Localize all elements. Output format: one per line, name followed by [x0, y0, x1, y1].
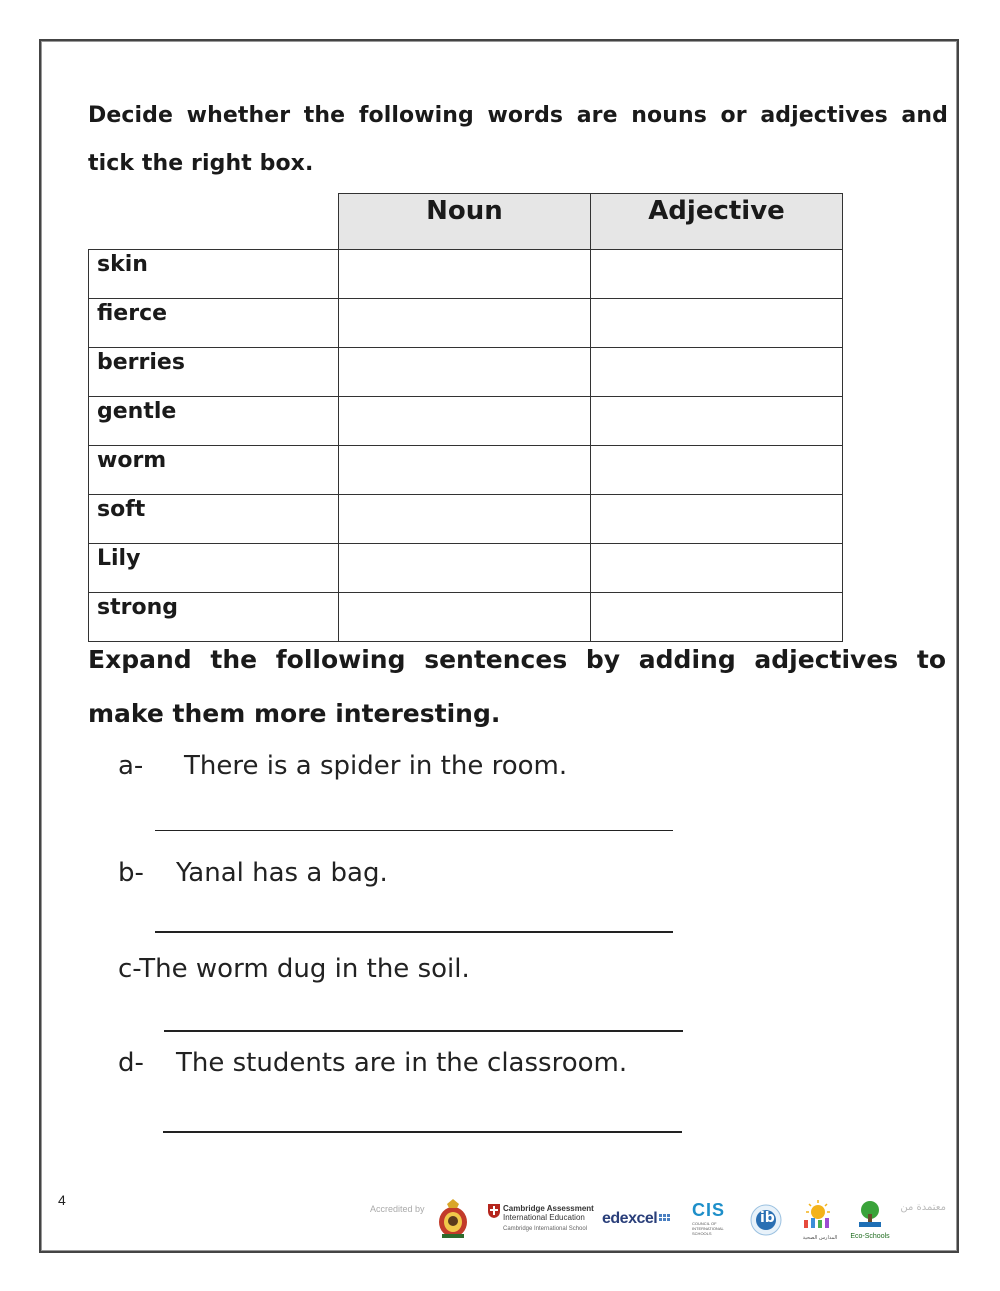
cis-subtitle: COUNCIL OF INTERNATIONAL SCHOOLS: [692, 1221, 724, 1236]
table-row: [89, 348, 843, 397]
cambridge-line1: Cambridge Assessment: [503, 1204, 594, 1213]
header-adjective: Adjective: [591, 194, 843, 250]
jordan-crest-icon: [436, 1198, 470, 1245]
instruction-line-2: make them more interesting.: [88, 699, 501, 728]
sentence-text: The students are in the classroom.: [176, 1048, 628, 1078]
table-corner-cell: [89, 194, 339, 250]
cambridge-shield-icon: [488, 1204, 500, 1218]
noun-adjective-table: [88, 193, 843, 642]
table-row: [89, 544, 843, 593]
sentence-b: [118, 858, 388, 888]
tree-icon: [855, 1200, 885, 1228]
word-cell: soft: [89, 495, 339, 544]
word-cell: strong: [89, 593, 339, 642]
adjective-tick-box[interactable]: [591, 446, 843, 495]
adjective-tick-box[interactable]: [591, 250, 843, 299]
noun-tick-box[interactable]: [339, 495, 591, 544]
cis-logo: [692, 1200, 732, 1236]
table-row: [89, 446, 843, 495]
table-row: [89, 397, 843, 446]
table-row: [89, 250, 843, 299]
word-cell: Lily: [89, 544, 339, 593]
word-cell: skin: [89, 250, 339, 299]
table-row: [89, 495, 843, 544]
sentence-text: There is a spider in the room.: [184, 751, 568, 781]
cambridge-line2: International Education: [503, 1213, 585, 1222]
accredited-by-arabic: معتمدة من: [900, 1202, 946, 1213]
sentence-c: [118, 954, 470, 984]
sentence-letter: d-: [118, 1048, 144, 1078]
adjective-tick-box[interactable]: [591, 495, 843, 544]
noun-tick-box[interactable]: [339, 397, 591, 446]
word-cell: fierce: [89, 299, 339, 348]
page-number: 4: [58, 1192, 66, 1208]
eco-schools-text: Eco-Schools: [850, 1233, 890, 1240]
noun-tick-box[interactable]: [339, 299, 591, 348]
noun-tick-box[interactable]: [339, 544, 591, 593]
edexcel-grid-icon: [659, 1214, 671, 1224]
adjective-tick-box[interactable]: [591, 299, 843, 348]
adjective-tick-box[interactable]: [591, 544, 843, 593]
sun-people-icon: [800, 1200, 836, 1230]
cambridge-logo: [488, 1204, 594, 1234]
sentence-a: [118, 751, 567, 781]
table-header-row: [89, 194, 843, 250]
ib-text: ib: [760, 1210, 775, 1226]
edexcel-text: edexcel: [602, 1210, 658, 1227]
answer-line-d[interactable]: [163, 1131, 682, 1133]
cambridge-line3: Cambridge International School: [503, 1226, 588, 1232]
healthy-schools-logo: [800, 1200, 840, 1241]
sentence-text: The worm dug in the soil.: [139, 954, 470, 984]
answer-line-c[interactable]: [164, 1030, 683, 1032]
healthy-schools-text: المدارس الصحية: [802, 1235, 838, 1241]
word-cell: worm: [89, 446, 339, 495]
accreditation-footer: [370, 1196, 950, 1244]
ib-logo: [750, 1204, 782, 1241]
word-cell: berries: [89, 348, 339, 397]
noun-tick-box[interactable]: [339, 446, 591, 495]
answer-line-a[interactable]: [155, 830, 673, 831]
accredited-label: Accredited by: [370, 1204, 425, 1214]
eco-schools-logo: [850, 1200, 890, 1240]
sentence-letter: c-: [118, 954, 140, 984]
sentence-text: Yanal has a bag.: [176, 858, 388, 888]
instruction-nouns-adjectives: Decide whether the following words are nouns or adjectives and tick the right box.: [88, 103, 948, 176]
instruction-line-1: Expand the following sentences by adding adjectives to: [88, 645, 947, 674]
sentence-letter: a-: [118, 751, 144, 781]
header-noun: Noun: [339, 194, 591, 250]
noun-tick-box[interactable]: [339, 250, 591, 299]
answer-line-b[interactable]: [155, 931, 673, 933]
table-row: [89, 299, 843, 348]
noun-tick-box[interactable]: [339, 348, 591, 397]
adjective-tick-box[interactable]: [591, 348, 843, 397]
sentence-d: [118, 1048, 627, 1078]
instruction-expand-sentences: [88, 633, 946, 741]
cis-text: CIS: [692, 1200, 726, 1220]
adjective-tick-box[interactable]: [591, 397, 843, 446]
sentence-letter: b-: [118, 858, 144, 888]
word-cell: gentle: [89, 397, 339, 446]
edexcel-logo: [602, 1210, 671, 1228]
